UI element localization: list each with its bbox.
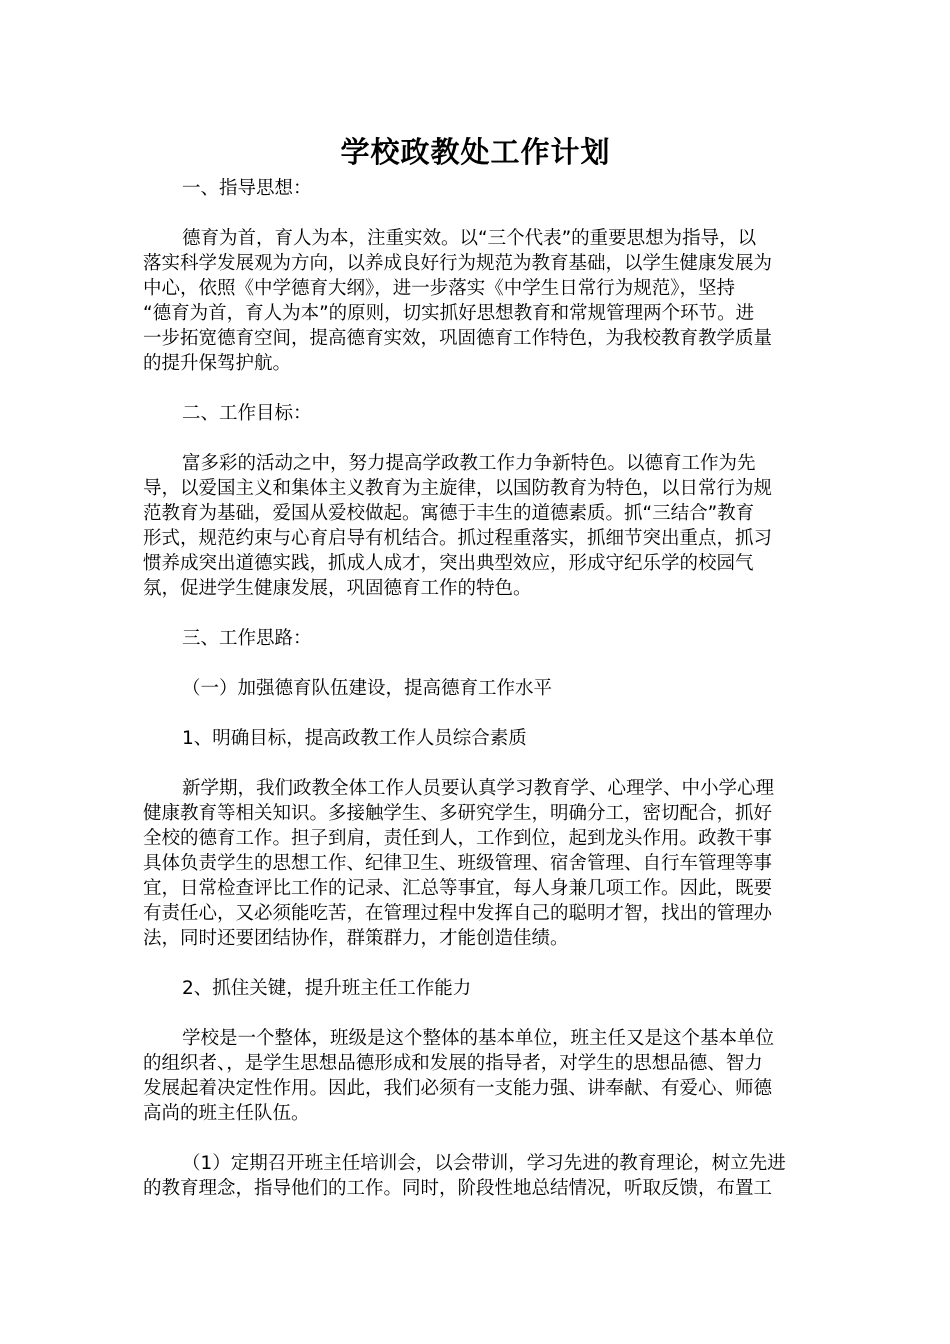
body-paragraph: [143, 1151, 808, 1201]
paragraph-line: 形式，规范约束与心育启导有机结合。抓过程重落实，抓细节突出重点，抓习: [143, 528, 773, 549]
paragraph-line: 宜，日常检查评比工作的记录、汇总等事宜，每人身兼几项工作。因此，既要: [143, 878, 773, 899]
paragraph-spacer: [143, 601, 808, 626]
paragraph-line: 德育为首，育人为本，注重实效。以“三个代表”的重要思想为指导，以: [182, 228, 757, 249]
paragraph-line: （1）定期召开班主任培训会，以会带训，学习先进的教育理论，树立先进: [182, 1153, 786, 1174]
paragraph-line: 高尚的班主任队伍。: [143, 1103, 310, 1124]
paragraph-line: 导，以爱国主义和集体主义教育为主旋律，以国防教育为特色，以日常行为规: [143, 478, 773, 499]
document-title: 学校政教处工作计划: [340, 135, 611, 169]
paragraph-line: 健康教育等相关知识。多接触学生、多研究学生，明确分工，密切配合，抓好: [143, 803, 773, 824]
section-heading: [143, 726, 808, 751]
paragraph-line: 全校的德育工作。担子到肩，责任到人，工作到位，起到龙头作用。政教干事: [143, 828, 773, 849]
document-body: [143, 176, 808, 1201]
paragraph-spacer: [143, 201, 808, 226]
paragraph-spacer: [143, 951, 808, 976]
paragraph-line: 惯养成突出道德实践，抓成人成才，突出典型效应，形成守纪乐学的校园气: [143, 553, 754, 574]
paragraph-line: “德育为首，育人为本”的原则，切实抓好思想教育和常规管理两个环节。进: [143, 303, 755, 324]
paragraph-line: 有责任心，又必须能吃苦，在管理过程中发挥自己的聪明才智，找出的管理办: [143, 903, 773, 924]
paragraph-spacer: [143, 701, 808, 726]
paragraph-line: 发展起着决定性作用。因此，我们必须有一支能力强、讲奉献、有爱心、师德: [143, 1078, 773, 1099]
heading-text: 2、抓住关键，提升班主任工作能力: [182, 978, 472, 999]
section-heading: [143, 626, 808, 651]
paragraph-line: 的教育理念，指导他们的工作。同时，阶段性地总结情况，听取反馈，布置工: [143, 1178, 773, 1199]
heading-text: 三、工作思路：: [182, 628, 312, 649]
paragraph-line: 中心，依照《中学德育大纲》，进一步落实《中学生日常行为规范》，坚持: [143, 278, 736, 299]
paragraph-line: 的组织者、，是学生思想品德形成和发展的指导者，对学生的思想品德、智力: [143, 1053, 763, 1074]
paragraph-line: 法，同时还要团结协作，群策群力，才能创造佳绩。: [143, 928, 569, 949]
paragraph-spacer: [143, 426, 808, 451]
section-heading: [143, 676, 808, 701]
paragraph-spacer: [143, 376, 808, 401]
paragraph-spacer: [143, 751, 808, 776]
paragraph-line: 富多彩的活动之中，努力提高学政教工作力争新特色。以德育工作为先: [182, 453, 756, 474]
body-paragraph: [143, 1026, 808, 1126]
heading-text: 一、指导思想：: [182, 178, 312, 199]
paragraph-line: 新学期，我们政教全体工作人员要认真学习教育学、心理学、中小学心理: [182, 778, 775, 799]
paragraph-line: 范教育为基础，爱国从爱校做起。寓德于丰生的道德素质。抓“三结合”教育: [143, 503, 755, 524]
body-paragraph: [143, 226, 808, 376]
body-paragraph: [143, 451, 808, 601]
paragraph-spacer: [143, 1126, 808, 1151]
paragraph-line: 学校是一个整体，班级是这个整体的基本单位，班主任又是这个基本单位: [182, 1028, 775, 1049]
section-heading: [143, 176, 808, 201]
paragraph-line: 落实科学发展观为方向，以养成良好行为规范为教育基础，以学生健康发展为: [143, 253, 773, 274]
body-paragraph: [143, 776, 808, 951]
paragraph-spacer: [143, 651, 808, 676]
section-heading: [143, 976, 808, 1001]
paragraph-line: 的提升保驾护航。: [143, 353, 292, 374]
paragraph-line: 具体负责学生的思想工作、纪律卫生、班级管理、宿舍管理、自行车管理等事: [143, 853, 773, 874]
paragraph-line: 氛，促进学生健康发展，巩固德育工作的特色。: [143, 578, 532, 599]
heading-text: 二、工作目标：: [182, 403, 312, 424]
paragraph-line: 一步拓宽德育空间，提高德育实效，巩固德育工作特色，为我校教育教学质量: [143, 328, 773, 349]
section-heading: [143, 401, 808, 426]
paragraph-spacer: [143, 1001, 808, 1026]
heading-text: （一）加强德育队伍建设，提高德育工作水平: [182, 678, 553, 699]
heading-text: 1、明确目标，提高政教工作人员综合素质: [182, 728, 527, 749]
